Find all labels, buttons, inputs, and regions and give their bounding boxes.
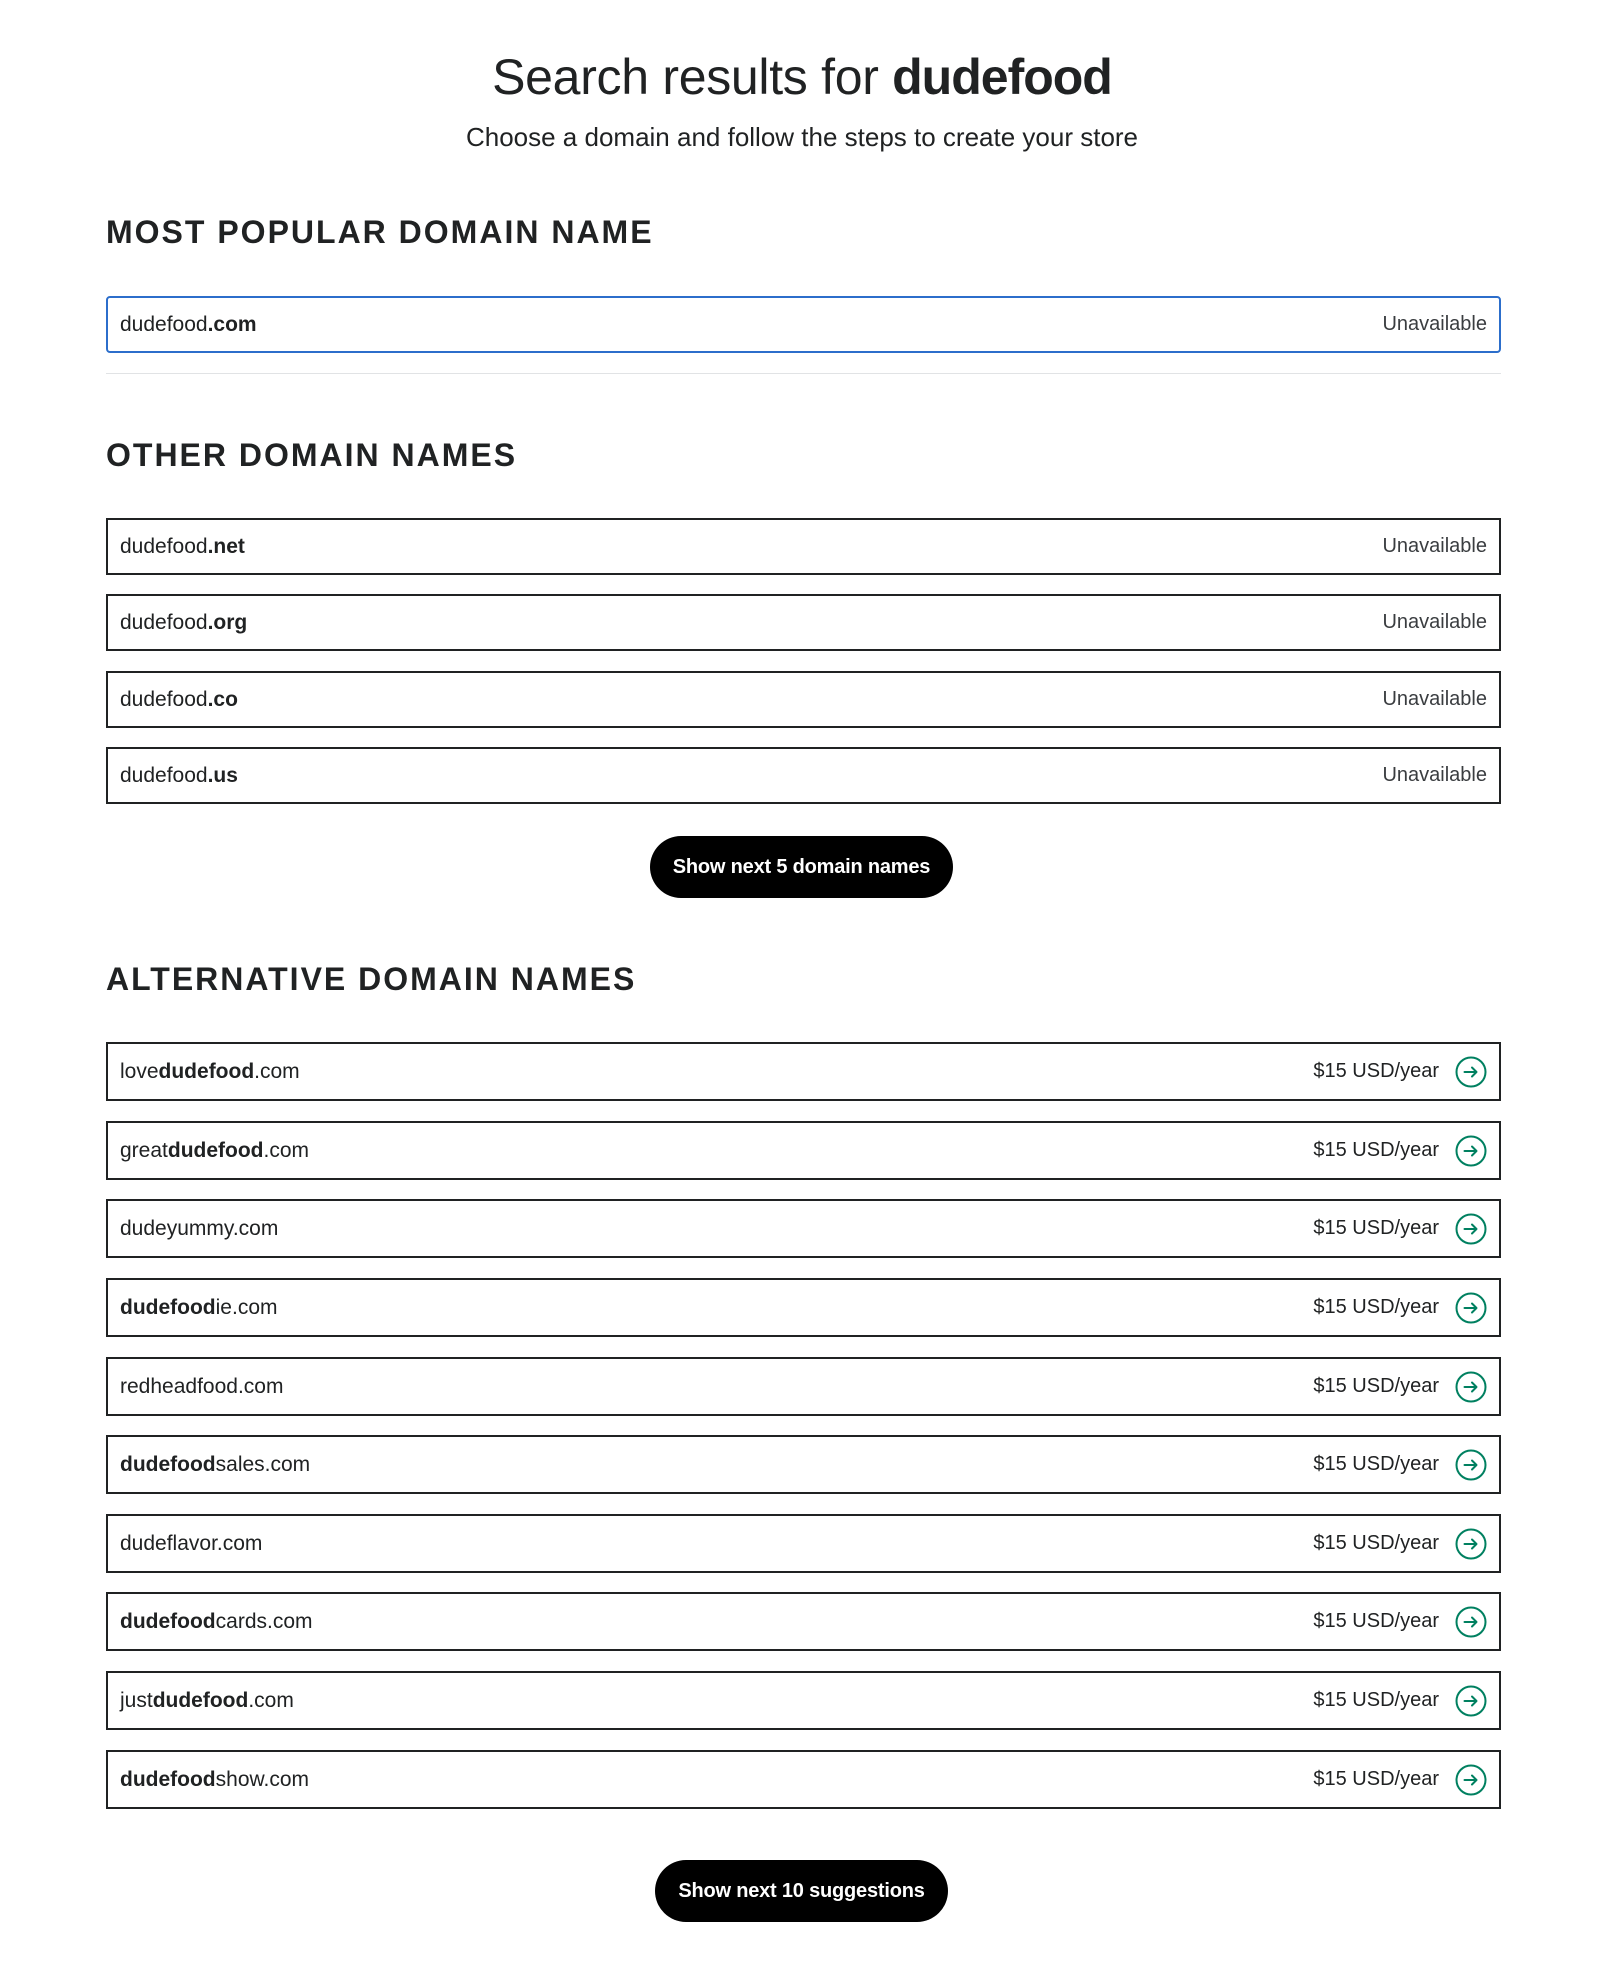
alternative-domain-row[interactable] [106,1199,1501,1258]
domain-name: dudeflavor.com [120,1531,263,1555]
section-divider [106,373,1501,374]
other-domain-row[interactable] [106,747,1501,804]
domain-name: dudefoodshow.com [120,1767,310,1791]
alternative-domain-row[interactable] [106,1592,1501,1651]
other-domain-row[interactable] [106,594,1501,651]
domain-name: dudeyummy.com [120,1216,279,1240]
arrow-right-circle-icon[interactable] [1455,1606,1487,1638]
availability-status: Unavailable [1382,313,1487,335]
domain-price: $15 USD/year [1313,1689,1439,1711]
arrow-right-circle-icon[interactable] [1455,1528,1487,1560]
alternative-domain-row[interactable] [106,1514,1501,1573]
availability-status: Unavailable [1382,764,1487,786]
popular-domain-row[interactable] [106,296,1501,353]
domain-name: greatdudefood.com [120,1138,310,1162]
other-section-heading: OTHER DOMAIN NAMES [106,437,518,473]
arrow-right-circle-icon[interactable] [1455,1056,1487,1088]
arrow-right-circle-icon[interactable] [1455,1449,1487,1481]
domain-name: dudefoodie.com [120,1295,278,1319]
arrow-right-circle-icon[interactable] [1455,1371,1487,1403]
domain-price: $15 USD/year [1313,1217,1439,1239]
domain-price: $15 USD/year [1313,1610,1439,1632]
arrow-right-circle-icon[interactable] [1455,1135,1487,1167]
other-domain-row[interactable] [106,671,1501,728]
arrow-right-circle-icon[interactable] [1455,1764,1487,1796]
page-subtitle: Choose a domain and follow the steps to create your store [465,122,1139,152]
availability-status: Unavailable [1382,535,1487,557]
domain-price: $15 USD/year [1313,1532,1439,1554]
other-domain-row[interactable] [106,518,1501,575]
domain-name: dudefoodcards.com [120,1609,313,1633]
domain-name: lovedudefood.com [120,1059,300,1083]
alternative-domain-row[interactable] [106,1435,1501,1494]
domain-name: redheadfood.com [120,1374,284,1398]
domain-price: $15 USD/year [1313,1139,1439,1161]
page-title-prefix: Search results for [492,49,893,105]
show-more-suggestions-button[interactable]: Show next 10 suggestions [655,1860,948,1922]
domain-price: $15 USD/year [1313,1453,1439,1475]
alternative-domain-row[interactable] [106,1357,1501,1416]
alternative-domain-row[interactable] [106,1278,1501,1337]
alternative-domain-row[interactable] [106,1671,1501,1730]
availability-status: Unavailable [1382,688,1487,710]
popular-section-heading: MOST POPULAR DOMAIN NAME [106,214,654,250]
alternative-domain-row[interactable] [106,1042,1501,1101]
alternative-section-heading: ALTERNATIVE DOMAIN NAMES [106,961,637,997]
domain-name: dudefood.net [120,534,245,558]
domain-price: $15 USD/year [1313,1768,1439,1790]
domain-price: $15 USD/year [1313,1375,1439,1397]
domain-name: justdudefood.com [120,1688,294,1712]
domain-name: dudefood.com [120,312,257,336]
domain-price: $15 USD/year [1313,1060,1439,1082]
search-term: dudefood [892,49,1112,105]
domain-name: dudefood.co [120,687,238,711]
arrow-right-circle-icon[interactable] [1455,1292,1487,1324]
domain-name: dudefoodsales.com [120,1452,311,1476]
alternative-domain-row[interactable] [106,1750,1501,1809]
domain-name: dudefood.us [120,763,238,787]
arrow-right-circle-icon[interactable] [1455,1685,1487,1717]
availability-status: Unavailable [1382,611,1487,633]
domain-price: $15 USD/year [1313,1296,1439,1318]
page-title [0,48,1604,106]
arrow-right-circle-icon[interactable] [1455,1213,1487,1245]
alternative-domain-row[interactable] [106,1121,1501,1180]
show-more-domains-button[interactable]: Show next 5 domain names [650,836,953,898]
domain-name: dudefood.org [120,610,248,634]
